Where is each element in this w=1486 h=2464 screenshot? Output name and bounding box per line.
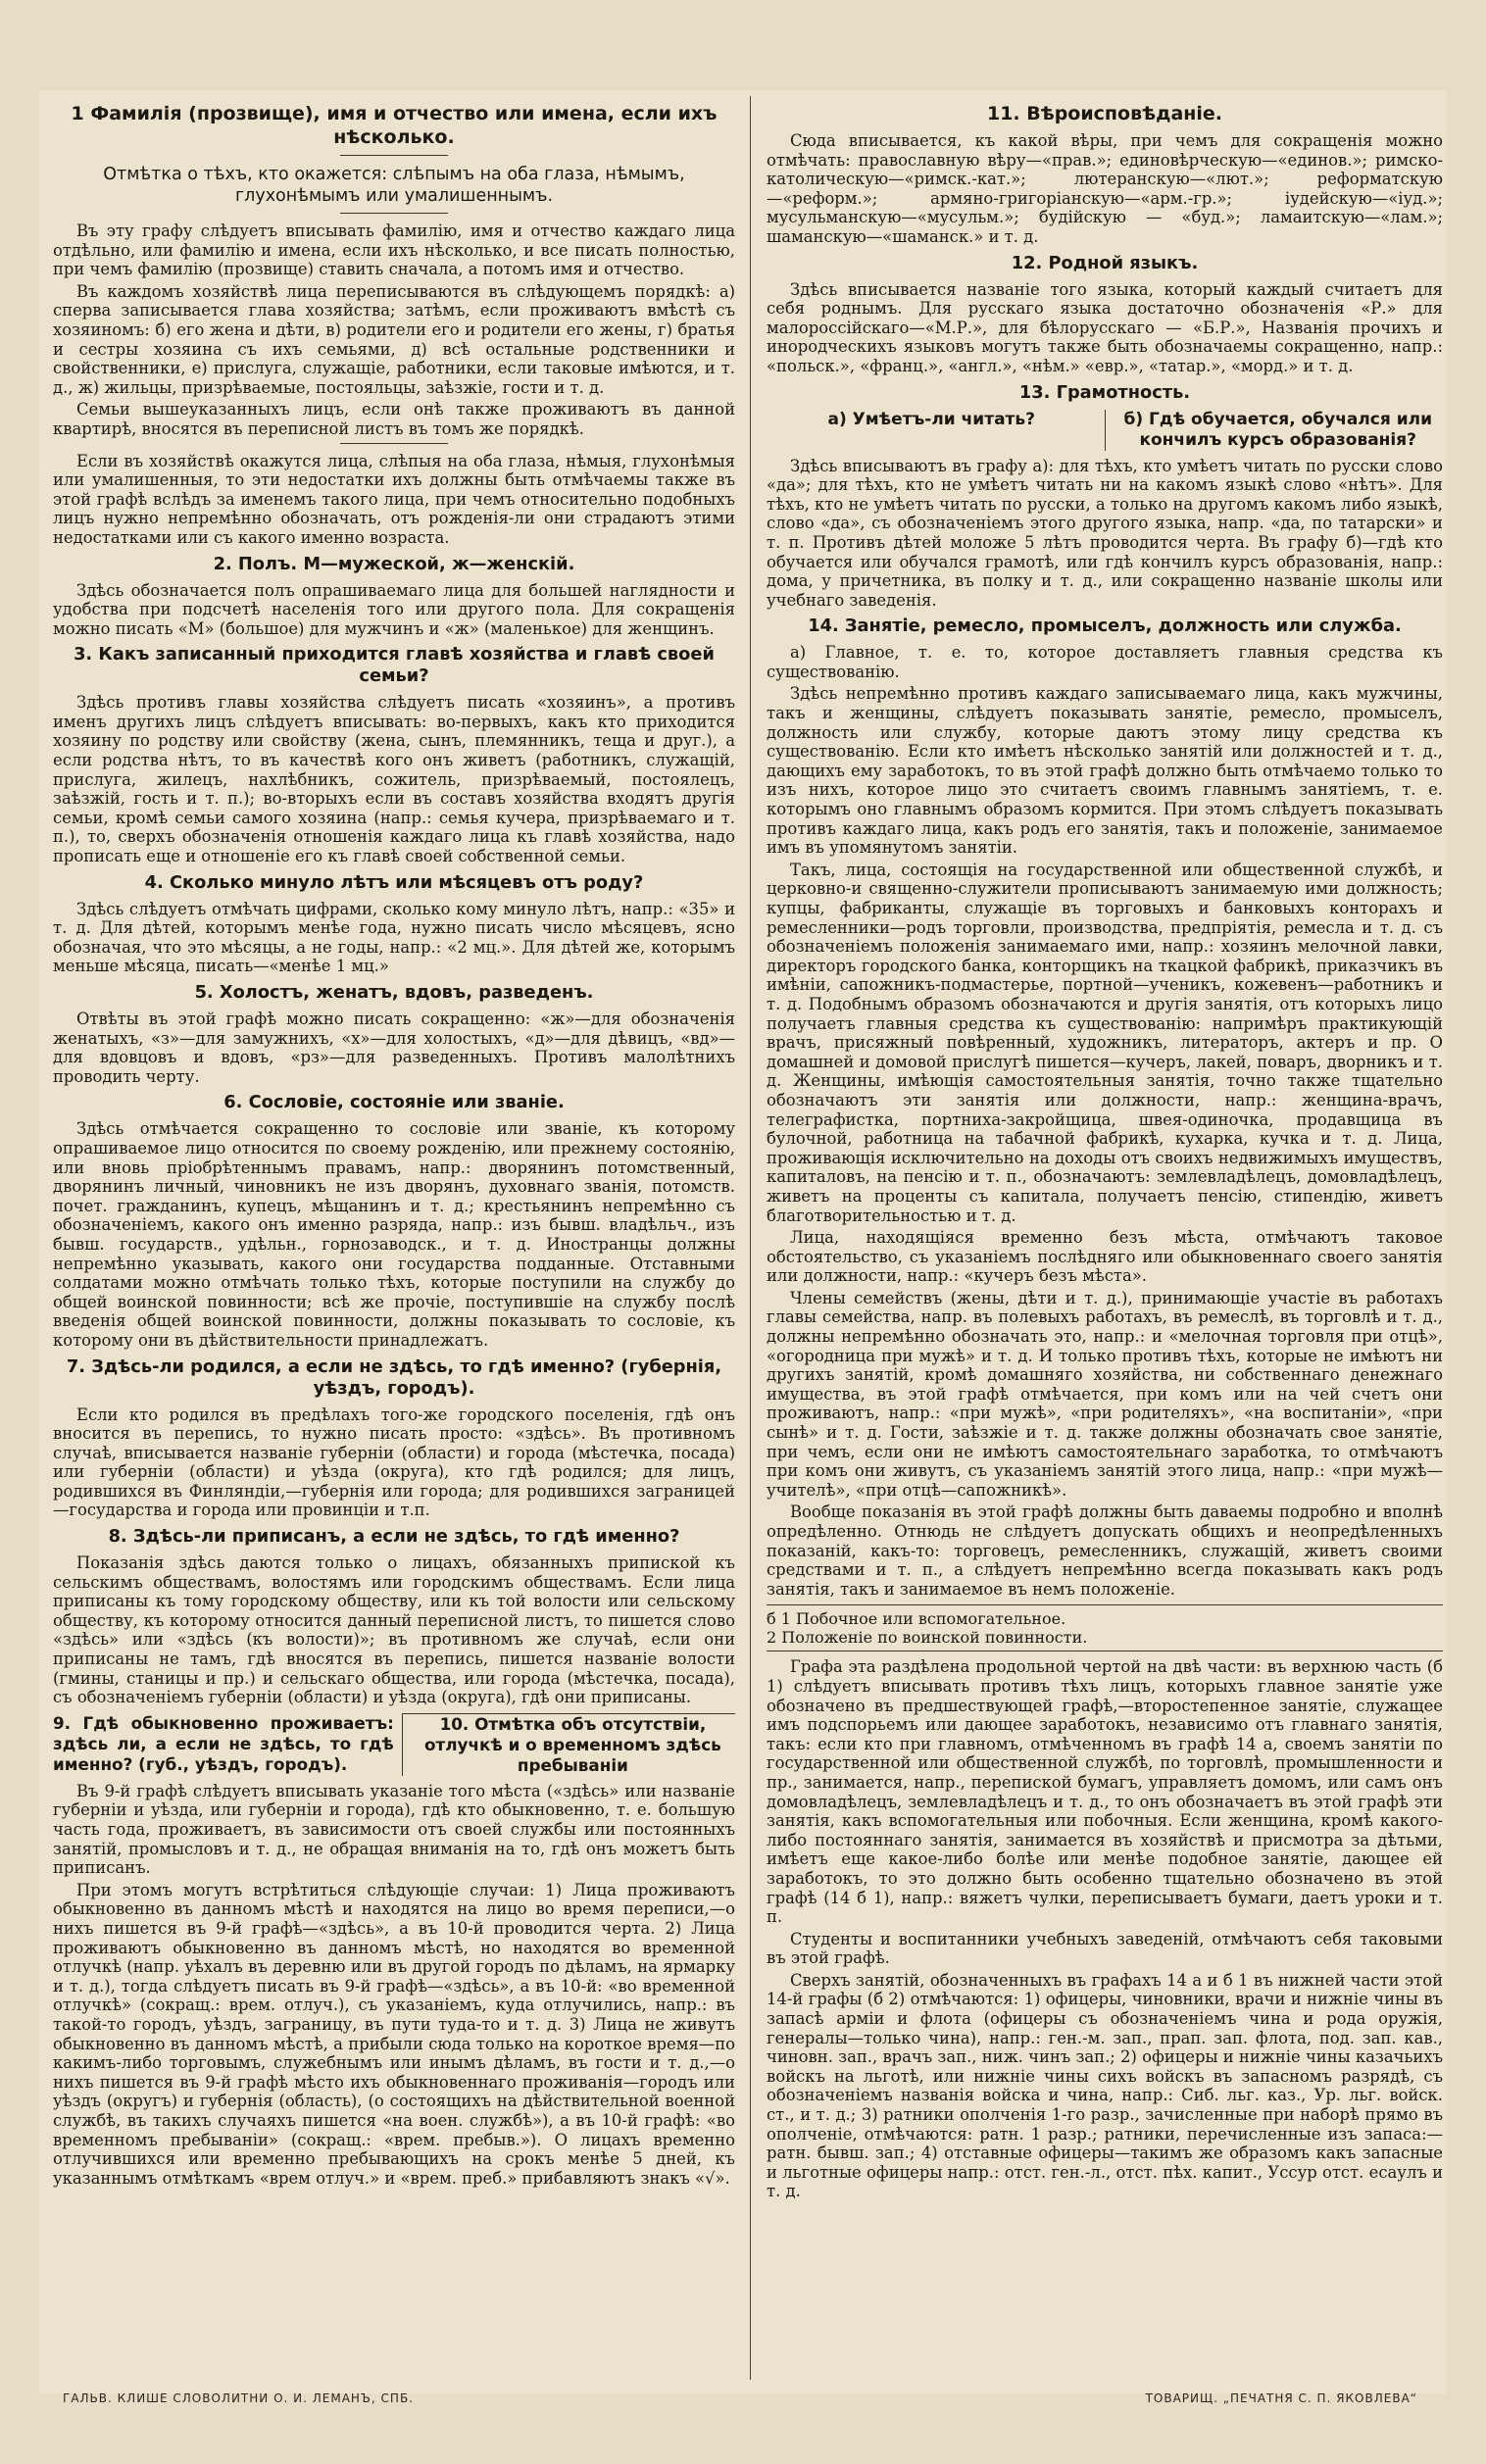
paragraph: Здѣсь обозначается полъ опрашиваемаго лица для большей наглядности и удобства при подсчетѣ населенія того или другого пола. Для сокращенія можно писать «М» (большое) для мужчинъ и «ж» (маленькое) для женщинъ. [53,580,735,638]
heading-8: 8. Здѣсь-ли приписанъ, а если не здѣсь, то гдѣ именно? [108,1526,680,1548]
heading-4: 4. Сколько минуло лѣтъ или мѣсяцевъ отъ роду? [144,871,644,893]
census-instruction-sheet [39,90,1447,2393]
footer-right-imprint: ТОВАРИЩ. „ПЕЧАТНЯ С. П. ЯКОВЛЕВА“ [1145,2391,1417,2405]
heading-5: 5. Холостъ, женатъ, вдовъ, разведенъ. [194,982,594,1003]
headings-9-10 [53,1713,735,1776]
paragraph: Здѣсь вписывается названіе того языка, который каждый считаетъ для себя роднымъ. Для русскаго языка достаточно обозначенія «Р.» для малороссійскаго—«М.Р.», для бѣлорусскаго — «Б.Р.», Названія прочихъ и инородческихъ языковъ могутъ также быть обозначаемы сокращенно, напр.: «польск.», «франц.», «англ.», «нѣм.» «евр.», «татар.», «морд.» и т. д. [767,279,1443,375]
heading-14: 14. Занятіе, ремесло, промыселъ, должность или служба. [808,616,1402,637]
paragraph: Здѣсь противъ главы хозяйства слѣдуетъ писать «хозяинъ», а противъ именъ другихъ лицъ слѣдуетъ вписывать: во-первыхъ, какъ кто приходится хозяину по родству или свойству (жена, сынъ, племянникъ, теща и друг.), а если родства нѣтъ, то въ качествѣ кого онъ живетъ (работникъ, служащій, прислуга, жилецъ, нахлѣбникъ, сожитель, призрѣваемый, постоялецъ, заѣзжій, гость и т. п.); во-вторыхъ если въ составъ хозяйства входятъ другія семьи, кромѣ семьи самого хозяина (напр.: семья кучера, призрѣваемаго и т. п.), то, сверхъ обозначенія отношенія каждаго лица къ главѣ хозяйства, надо прописать еще и отношеніе его къ главѣ своей собственной семьи. [53,693,735,866]
paragraph: Здѣсь слѣдуетъ отмѣчать цифрами, сколько кому минуло лѣтъ, напр.: «35» и т. д. Для дѣтей, которымъ менѣе года, нужно писать число мѣсяцевъ, ясно обозначая, что это мѣсяцы, а не годы, напр.: «2 мц.». Для дѣтей же, которымъ меньше мѣсяца, писать—«менѣе 1 мц.» [53,899,735,976]
paragraph: Показанія здѣсь даются только о лицахъ, обязанныхъ припиской къ сельскимъ обществамъ, волостямъ или городскимъ обществамъ. Если лица приписаны къ тому городскому обществу, или къ той волости или сельскому обществу, къ которому относится данный переписной листъ, то пишется слово «здѣсь» или «здѣсь (къ волости)»; въ противномъ же случаѣ, если они приписаны не тамъ, гдѣ вносятся въ перепись, пишется названіе волости (гмины, станицы и пр.) и сельскаго общества, или города (мѣстечка, посада), съ обозначеніемъ губерніи (области) и уѣзда (округа), гдѣ они приписаны. [53,1553,735,1707]
paragraph: Въ эту графу слѣдуетъ вписывать фамилію, имя и отчество каждаго лица отдѣльно, или фамилію и имена, если ихъ нѣсколько, и все писать полностью, при чемъ фамилію (прозвище) ставить сначала, а потомъ имя и отчество. [53,222,735,279]
divider [340,213,448,214]
heading-10: 10. Отмѣтка объ отсутствіи, отлучкѣ и о временномъ здѣсь пребываніи [402,1713,735,1776]
paragraph: Если кто родился въ предѣлахъ того-же городского поселенія, гдѣ онъ вносится въ перепись, то нужно писать просто: «здѣсь». Въ противномъ случаѣ, вписывается названіе губерніи (области) и города (мѣстечка, посада) или губерніи (области) и уѣзда (округа), кто гдѣ родился; для лицъ, родившихся въ Финляндіи,—губернія или города; для родившихся заграницей—государства и города или провинціи и т.п. [53,1404,735,1520]
paragraph: Студенты и воспитанники учебныхъ заведеній, отмѣчаютъ себя таковыми въ этой графѣ. [767,1929,1443,1968]
heading-12: 12. Родной языкъ. [1011,252,1199,273]
paragraph: Въ каждомъ хозяйствѣ лица переписываются въ слѣдующемъ порядкѣ: а) сперва записывается глава хозяйства; затѣмъ, если проживаютъ вмѣстѣ съ хозяиномъ: б) его жена и дѣти, в) родители его и родители его жены, г) братья и сестры хозяина съ ихъ семьями, д) всѣ остальные родственники и свойственники, е) прислуга, служащіе, работники, если таковые имѣются, и т. д., ж) жильцы, призрѣваемые, постояльцы, заѣзжіе, гости и т. д. [53,281,735,397]
divider [340,155,448,156]
heading-1: 1 Фамилія (прозвище), имя и отчество или имена, если ихъ нѣсколько. [71,103,718,148]
subheading-b2: 2 Положеніе по воинской повинности. [767,1628,1088,1648]
heading-6: 6. Сословіе, состояніе или званіе. [223,1092,565,1113]
subheading-b [767,1604,1443,1651]
heading-2: 2. Полъ. М—мужеской, ж—женскій. [213,553,575,574]
heading-9: 9. Гдѣ обыкновенно проживаетъ: здѣсь ли, а если не здѣсь, то гдѣ именно? (губ., уѣздъ, городъ). [53,1712,394,1774]
paragraph: Сверхъ занятій, обозначенныхъ въ графахъ 14 а и б 1 въ нижней части этой 14-й графы (б 2) отмѣчаются: 1) офицеры, чиновники, врачи и нижніе чины въ запасѣ арміи и флота (офицеры съ обозначеніемъ чина и рода оружія, генералы—только чина), напр.: ген.-м. зап., прап. зап. флота, под. зап. кав., чиновн. зап., врачъ зап., ниж. чинъ зап.; 2) офицеры и нижніе чины казачьихъ войскъ на льготѣ, или нижніе чины сихъ войскъ въ запасномъ разрядѣ, съ обозначеніемъ названія войска и чина, напр.: Сиб. льг. каз., Ур. льг. войск. ст., и т. д.; 3) ратники ополченія 1-го разр., зачисленные при наборѣ прямо въ ополченіе, отмѣчаются: ратн. 1 разр.; ратники, перечисленные изъ запаса:—ратн. бывш. зап.; 4) отставные офицеры—такимъ же образомъ какъ запасные и льготные офицеры напр.: отст. ген.-л., отст. пѣх. капит., Уссур отст. есаулъ и т. д. [767,1970,1443,2201]
paragraph: Семьи вышеуказанныхъ лицъ, если онѣ также проживаютъ въ данной квартирѣ, вносятся въ переписной листъ въ томъ же порядкѣ. [53,400,735,438]
heading-13-subcolumns [767,410,1443,451]
paragraph: Здѣсь отмѣчается сокращенно то сословіе или званіе, къ которому опрашиваемое лицо относится по своему рожденію, или прежнему состоянію, или вновь пріобрѣтеннымъ правамъ, напр.: дворянинъ потомственный, дворянинъ личный, чиновникъ не изъ дворянъ, духовнаго званія, потомств. почет. гражданинъ, купецъ, мѣщанинъ и т. д.; крестьянинъ непремѣнно съ обозначеніемъ, какого онъ именно разряда, напр.: изъ бывш. владѣльч., изъ бывш. государств., удѣльн., горнозаводск., и т. д. Иностранцы должны непремѣнно указывать, какого они государства подданные. Отставными солдатами можно отмѣчать только тѣхъ, которые поступили на службу до общей воинской повинности; всѣ же прочіе, поступившіе на службу послѣ введенія общей воинской повинности, должны показывать то сословіе, къ которому они въ дѣйствительности принадлежатъ. [53,1119,735,1350]
paragraph: Лица, находящіяся временно безъ мѣста, отмѣчаютъ таковое обстоятельство, съ указаніемъ послѣдняго или обыкновеннаго своего занятія или должности, напр.: «кучеръ безъ мѣста». [767,1228,1443,1286]
column-divider [750,96,751,2380]
paragraph: Сюда вписывается, къ какой вѣры, при чемъ для сокращенія можно отмѣчать: православную вѣру—«прав.»; единовѣрческую—«единов.»; римско-католическую—«римск.-кат.»; лютеранскую—«лют.»; реформатскую—«реформ.»; армяно-григоріанскую—«арм.-гр.»; іудейскую—«іуд.»; мусульманскую—«мусульм.»; будійскую — «буд.»; ламаитскую—«лам.»; шаманскую—«шаманск.» и т. д. [767,131,1443,246]
paragraph: Такъ, лица, состоящія на государственной или общественной службѣ, и церковно-и священно-служители прописываютъ занимаемую ими должность; купцы, фабриканты, служащіе въ торговыхъ и банковыхъ конторахъ и ремесленники—родъ торговли, производства, предпріятія, ремесла и т. д. съ обозначеніемъ положенія занимаемаго ими, напр.: хозяинъ мелочной лавки, директоръ городского банка, конторщикъ на ткацкой фабрикѣ, приказчикъ въ имѣніи, сапожникъ-подмастерье, портной—ученикъ, кожевенъ—работникъ и т. д. Подобнымъ образомъ обозначаются и другія занятія, отъ которыхъ лицо получаетъ главныя средства къ существованію: напримѣръ практикующій врачъ, присяжный повѣренный, художникъ, литераторъ, актеръ и пр. О домашней и домовой прислугѣ пишется—кучеръ, лакей, поваръ, дворникъ и т. д. Женщины, имѣющія самостоятельныя занятія, точно также тщательно обозначаютъ эти занятія или должности, напр.: женщина-врачъ, телеграфистка, портниха-закройщица, швея-одиночка, продавщица въ булочной, работница на табачной фабрикѣ, кухарка, кучка и т. д. Лица, проживающія исключительно на доходы отъ своихъ недвижимыхъ имуществъ, капиталовъ, на пенсію и т. п., обозначаютъ: землевладѣлецъ, домовладѣлецъ, живетъ на проценты съ капитала, получаетъ пенсію, стипендію, живетъ благотворительностью и т. д. [767,860,1443,1225]
heading-13b: б) Гдѣ обучается, обучался или кончилъ курсъ образованія? [1105,410,1444,451]
heading-3: 3. Какъ записанный приходится главѣ хозяйства и главѣ своей семьи? [74,644,715,687]
paragraph: Если въ хозяйствѣ окажутся лица, слѣпыя на оба глаза, нѣмыя, глухонѣмыя или умалишенныя, то эти недостатки ихъ должны быть отмѣчаемы также въ этой графѣ вслѣдъ за именемъ такого лица, при чемъ относительно подобныхъ лицъ нужно непремѣнно обозначать, отъ рожденія-ли они страдаютъ этими недостатками или съ какого именно возраста. [53,451,735,547]
paragraph: Въ 9-й графѣ слѣдуетъ вписывать указаніе того мѣста («здѣсь» или названіе губерніи и уѣзда, или губерніи и города), гдѣ кто обыкновенно, т. е. большую часть года, проживаетъ, въ зависимости отъ своей службы или постоянныхъ занятій, промысловъ и т. д., не обращая вниманія на то, гдѣ онъ можетъ быть приписанъ. [53,1781,735,1878]
paragraph: Вообще показанія въ этой графѣ должны быть даваемы подробно и вполнѣ опредѣленно. Отнюдь не слѣдуетъ допускать общихъ и неопредѣленныхъ показаній, какъ-то: торговецъ, ремесленникъ, служащій, живетъ своими средствами и т. п., а слѣдуетъ непремѣнно всегда показывать какъ родъ занятія, такъ и занимаемое въ немъ положеніе. [767,1503,1443,1599]
paragraph: Отвѣты въ этой графѣ можно писать сокращенно: «ж»—для обозначенія женатыхъ, «з»—для замужнихъ, «х»—для холостыхъ, «д»—для дѣвицъ, «вд»—для вдовцовъ и вдовъ, «рз»—для разведенныхъ. Противъ малолѣтнихъ проводить черту. [53,1010,735,1086]
subheading-b1: б 1 Побочное или вспомогательное. [767,1609,1066,1629]
heading-13: 13. Грамотность. [1018,381,1191,403]
right-column [767,90,1443,2204]
heading-7: 7. Здѣсь-ли родился, а если не здѣсь, то гдѣ именно? (губернія, уѣздъ, городъ). [66,1355,722,1399]
paragraph: Графа эта раздѣлена продольной чертой на двѣ части: въ верхнюю часть (б 1) слѣдуетъ вписывать противъ тѣхъ лицъ, которыхъ главное занятіе уже обозначено въ предшествующей графѣ,—второстепенное занятіе, служащее имъ подспорьемъ или дающее заработокъ, независимо отъ главнаго занятія, такъ: если кто при главномъ, отмѣченномъ въ графѣ 14 а, своемъ занятіи по государственной или общественной службѣ, по торговлѣ, промышленности и пр., занимается, напр., перепиской бумагъ, управляетъ домомъ, или самъ онъ домовладѣлецъ, землевладѣлецъ и т. д., то онъ обозначаетъ въ этой графѣ эти занятія, какъ вспомогательныя или побочныя. Если женщина, кромѣ какого-либо постояннаго занятія, занимается въ хозяйствѣ и присмотра за дѣтьми, имѣетъ еще какое-либо болѣе или менѣе подобное занятіе, дающее ей заработокъ, то это должно быть особенно тщательно обозначено въ этой графѣ (14 б 1), напр.: вяжетъ чулки, переписываетъ бумаги, даетъ уроки и т. п. [767,1657,1443,1927]
footer-left-imprint: ГАЛЬВ. КЛИШЕ СЛОВОЛИТНИ О. И. ЛЕМАНЪ, СПБ. [63,2391,415,2405]
heading-11: 11. Вѣроисповѣданіе. [986,103,1223,124]
paragraph: Здѣсь непремѣнно противъ каждаго записываемаго лица, какъ мужчины, такъ и женщины, слѣдуетъ показывать занятіе, ремесло, промыселъ, должность или службу, которые даютъ этому лицу средства къ существованію. Если кто имѣетъ нѣсколько занятій или должностей и т. д., дающихъ ему заработокъ, то въ этой графѣ должно быть отмѣчаемо только то изъ нихъ, которое лицо это считаетъ своимъ главнымъ занятіемъ, т. е. которымъ оно главнымъ образомъ кормится. При этомъ слѣдуетъ показывать противъ каждаго лица, какъ родъ его занятія, такъ и положеніе, занимаемое имъ въ упомянутомъ занятіи. [767,684,1443,858]
paragraph: При этомъ могутъ встрѣтиться слѣдующіе случаи: 1) Лица проживаютъ обыкновенно въ данномъ мѣстѣ и находятся на лицо во время переписи,—о нихъ пишется въ 9-й графѣ—«здѣсь», а въ 10-й проводится черта. 2) Лица проживаютъ обыкновенно въ данномъ мѣстѣ, но находятся во временной отлучкѣ (напр. уѣхалъ въ деревню или въ другой городъ по дѣламъ, на ярмарку и т. д.), тогда слѣдуетъ писать въ 9-й графѣ—«здѣсь», а въ 10-й: «во временной отлучкѣ» (сокращ.: врем. отлуч.), съ указаніемъ, куда отлучились, напр.: въ такой-то городъ, уѣздъ, заграницу, въ пути туда-то и т. д. 3) Лица не живутъ обыкновенно въ данномъ мѣстѣ, а прибыли сюда только на короткое время—по какимъ-либо торговымъ, служебнымъ или инымъ дѣламъ, въ гости и т. д.,—о нихъ пишется въ 9-й графѣ мѣсто ихъ обыкновеннаго проживанія—городъ или уѣздъ (округъ) и губернія (область), (о состоящихъ на дѣйствительной военной службѣ, въ такихъ случаяхъ пишется «на воен. службѣ»), а въ 10-й графѣ: «во временномъ пребываніи» (сокращ.: «врем. пребыв.»). О лицахъ временно отлучившихся или временно пребывающихъ на срокъ менѣе 5 дней, къ указаннымъ отмѣткамъ «врем отлуч.» и «врем. преб.» прибавляютъ знакъ «√». [53,1880,735,2188]
divider [340,443,448,444]
left-column [53,90,735,2191]
heading-1-note: Отмѣтка о тѣхъ, кто окажется: слѣпымъ на оба глаза, нѣмымъ, глухонѣмымъ или умалишеннымъ. [103,165,685,206]
heading-14-lead: а) Главное, т. е. то, которое доставляетъ главныя средства къ существованію. [767,643,1443,681]
heading-13a: а) Умѣетъ-ли читать? [827,409,1036,429]
paragraph: Члены семействъ (жены, дѣти и т. д.), принимающіе участіе въ работахъ главы семейства, напр. въ полевыхъ работахъ, въ ремеслѣ, въ торговлѣ и т. д., должны непремѣнно обозначать это, напр.: и «мелочная торговля при отцѣ», «огородница при мужѣ» и т. д. И только противъ тѣхъ, которые не имѣютъ ни другихъ занятій, кромѣ домашняго хозяйства, ни собственнаго денежнаго имущества, въ этой графѣ отмѣчается, при комъ или на чей счетъ они проживаютъ, напр.: «при мужѣ», «при родителяхъ», «на воспитаніи», «при сынѣ» и т. д. Гости, заѣзжіе и т. д. также должны обозначать свое занятіе, при чемъ, если они не имѣютъ самостоятельнаго заработка, то отмѣчаютъ при комъ они живутъ, съ указаніемъ занятій этого лица, напр.: «при мужѣ—учителѣ», «при отцѣ—сапожникѣ». [767,1288,1443,1500]
paragraph: Здѣсь вписываютъ въ графу а): для тѣхъ, кто умѣетъ читать по русски слово «да»; для тѣхъ, кто не умѣетъ читать ни на какомъ языкѣ слово «нѣтъ». Для тѣхъ, кто не умѣетъ читать по русски, а только на другомъ какомъ либо языкѣ, слово «да», съ обозначеніемъ этого другого языка, напр. «да, по татарски» и т. п. Противъ дѣтей моложе 5 лѣтъ проводится черта. Въ графу б)—гдѣ кто обучается или обучался грамотѣ, или гдѣ кончилъ курсъ образованія, напр.: дома, у причетника, въ полку и т. д., или сокращенно названіе школы или учебнаго заведенія. [767,456,1443,610]
